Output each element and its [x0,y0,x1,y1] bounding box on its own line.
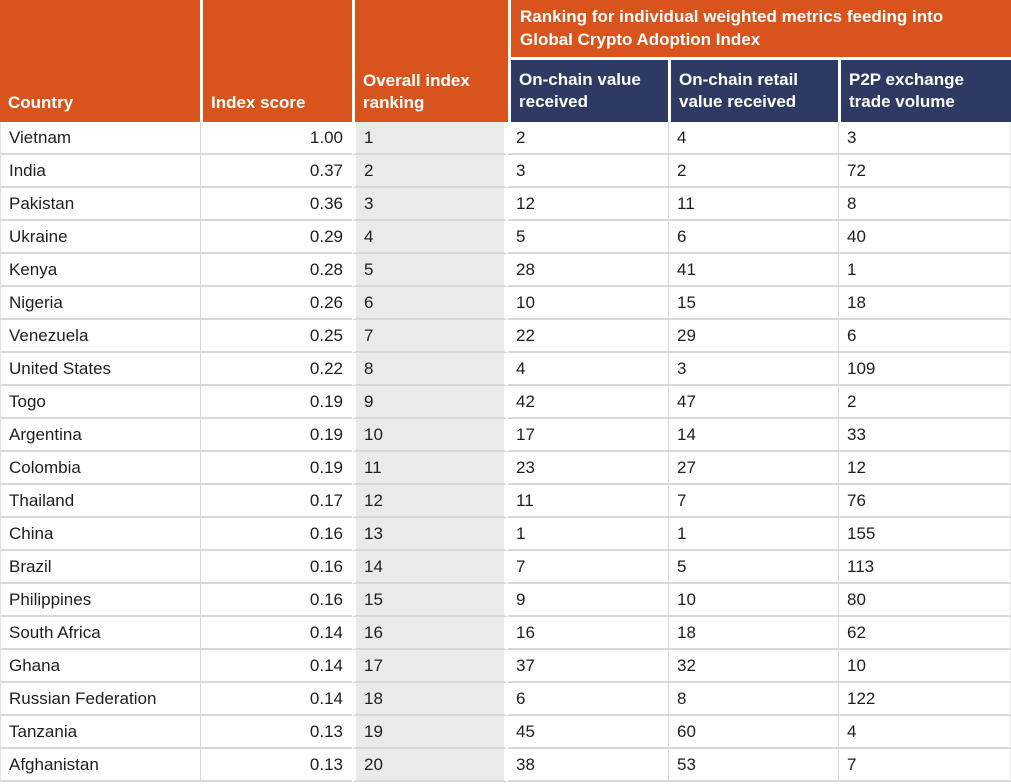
cell-overall-ranking: 7 [352,320,508,353]
cell-index-score: 0.16 [200,584,352,617]
table-row [0,584,1011,617]
cell-index-score: 0.14 [200,650,352,683]
cell-index-score: 0.36 [200,188,352,221]
cell-onchain-retail-value-received: 32 [668,650,838,683]
cell-country: Venezuela [0,320,200,353]
cell-index-score: 0.13 [200,749,352,782]
cell-overall-ranking: 15 [352,584,508,617]
cell-onchain-retail-value-received: 29 [668,320,838,353]
cell-onchain-value-received: 37 [508,650,668,683]
cell-index-score: 0.17 [200,485,352,518]
table-row [0,254,1011,287]
cell-country: Colombia [0,452,200,485]
cell-country: Argentina [0,419,200,452]
cell-p2p-exchange-trade-volume: 7 [838,749,1011,782]
table-row [0,650,1011,683]
table-row [0,749,1011,782]
cell-overall-ranking: 6 [352,287,508,320]
cell-onchain-retail-value-received: 15 [668,287,838,320]
cell-country: Togo [0,386,200,419]
cell-p2p-exchange-trade-volume: 33 [838,419,1011,452]
cell-onchain-retail-value-received: 6 [668,221,838,254]
metrics-group-header-label: Ranking for individual weighted metrics feeding into Global Crypto Adoption Index [520,7,944,49]
cell-onchain-value-received: 7 [508,551,668,584]
cell-onchain-value-received: 9 [508,584,668,617]
cell-country: Kenya [0,254,200,287]
cell-p2p-exchange-trade-volume: 72 [838,155,1011,188]
table-row [0,155,1011,188]
cell-country: China [0,518,200,551]
table-row [0,419,1011,452]
cell-overall-ranking: 3 [352,188,508,221]
col-header-onchain-value-received: On-chain value received [508,60,668,122]
cell-onchain-retail-value-received: 53 [668,749,838,782]
cell-overall-ranking: 20 [352,749,508,782]
table-row [0,617,1011,650]
cell-onchain-value-received: 1 [508,518,668,551]
table-header [0,0,1011,122]
cell-country: Russian Federation [0,683,200,716]
cell-country: Brazil [0,551,200,584]
cell-overall-ranking: 19 [352,716,508,749]
cell-overall-ranking: 10 [352,419,508,452]
cell-index-score: 1.00 [200,122,352,155]
cell-p2p-exchange-trade-volume: 122 [838,683,1011,716]
table-row [0,452,1011,485]
cell-index-score: 0.25 [200,320,352,353]
cell-overall-ranking: 2 [352,155,508,188]
cell-p2p-exchange-trade-volume: 10 [838,650,1011,683]
cell-country: Nigeria [0,287,200,320]
cell-p2p-exchange-trade-volume: 155 [838,518,1011,551]
cell-index-score: 0.19 [200,386,352,419]
cell-onchain-value-received: 3 [508,155,668,188]
cell-overall-ranking: 8 [352,353,508,386]
cell-onchain-retail-value-received: 1 [668,518,838,551]
cell-onchain-value-received: 16 [508,617,668,650]
cell-overall-ranking: 17 [352,650,508,683]
cell-onchain-value-received: 22 [508,320,668,353]
table-row [0,287,1011,320]
cell-p2p-exchange-trade-volume: 4 [838,716,1011,749]
cell-overall-ranking: 5 [352,254,508,287]
cell-p2p-exchange-trade-volume: 2 [838,386,1011,419]
cell-p2p-exchange-trade-volume: 40 [838,221,1011,254]
cell-index-score: 0.26 [200,287,352,320]
col-header-p2p-exchange-trade-volume: P2P exchange trade volume [838,60,1011,122]
cell-onchain-retail-value-received: 8 [668,683,838,716]
cell-overall-ranking: 9 [352,386,508,419]
table-row [0,320,1011,353]
cell-onchain-value-received: 42 [508,386,668,419]
cell-onchain-value-received: 28 [508,254,668,287]
cell-onchain-retail-value-received: 47 [668,386,838,419]
cell-p2p-exchange-trade-volume: 1 [838,254,1011,287]
cell-index-score: 0.16 [200,551,352,584]
cell-p2p-exchange-trade-volume: 76 [838,485,1011,518]
cell-onchain-retail-value-received: 18 [668,617,838,650]
cell-country: Pakistan [0,188,200,221]
cell-p2p-exchange-trade-volume: 113 [838,551,1011,584]
cell-onchain-retail-value-received: 5 [668,551,838,584]
col-header-overall-index-ranking: Overall index ranking [352,0,508,122]
cell-onchain-value-received: 2 [508,122,668,155]
cell-country: Afghanistan [0,749,200,782]
col-header-onchain-retail-value-received: On-chain retail value received [668,60,838,122]
cell-country: Ghana [0,650,200,683]
cell-p2p-exchange-trade-volume: 109 [838,353,1011,386]
cell-country: India [0,155,200,188]
cell-p2p-exchange-trade-volume: 62 [838,617,1011,650]
cell-overall-ranking: 11 [352,452,508,485]
cell-onchain-value-received: 17 [508,419,668,452]
cell-onchain-value-received: 5 [508,221,668,254]
cell-onchain-retail-value-received: 10 [668,584,838,617]
cell-onchain-retail-value-received: 7 [668,485,838,518]
cell-index-score: 0.14 [200,683,352,716]
cell-index-score: 0.37 [200,155,352,188]
cell-p2p-exchange-trade-volume: 6 [838,320,1011,353]
cell-country: South Africa [0,617,200,650]
table-row [0,386,1011,419]
cell-onchain-retail-value-received: 60 [668,716,838,749]
table-body [0,122,1011,782]
cell-overall-ranking: 13 [352,518,508,551]
cell-onchain-retail-value-received: 27 [668,452,838,485]
col-header-country: Country [0,0,200,122]
table-row [0,122,1011,155]
cell-onchain-value-received: 4 [508,353,668,386]
cell-index-score: 0.29 [200,221,352,254]
cell-index-score: 0.19 [200,419,352,452]
table-row [0,716,1011,749]
cell-p2p-exchange-trade-volume: 12 [838,452,1011,485]
cell-index-score: 0.16 [200,518,352,551]
cell-onchain-value-received: 23 [508,452,668,485]
cell-onchain-retail-value-received: 4 [668,122,838,155]
metrics-group-header [508,0,1011,60]
table-row [0,683,1011,716]
cell-overall-ranking: 1 [352,122,508,155]
cell-country: Ukraine [0,221,200,254]
cell-onchain-retail-value-received: 11 [668,188,838,221]
cell-country: Tanzania [0,716,200,749]
cell-p2p-exchange-trade-volume: 80 [838,584,1011,617]
cell-overall-ranking: 14 [352,551,508,584]
cell-onchain-retail-value-received: 3 [668,353,838,386]
cell-country: Vietnam [0,122,200,155]
cell-index-score: 0.28 [200,254,352,287]
table-row [0,518,1011,551]
cell-p2p-exchange-trade-volume: 3 [838,122,1011,155]
cell-country: United States [0,353,200,386]
cell-index-score: 0.14 [200,617,352,650]
cell-onchain-value-received: 45 [508,716,668,749]
table-row [0,188,1011,221]
cell-onchain-value-received: 12 [508,188,668,221]
cell-country: Philippines [0,584,200,617]
cell-overall-ranking: 4 [352,221,508,254]
cell-p2p-exchange-trade-volume: 18 [838,287,1011,320]
cell-overall-ranking: 12 [352,485,508,518]
table-row [0,551,1011,584]
cell-onchain-retail-value-received: 41 [668,254,838,287]
cell-onchain-value-received: 11 [508,485,668,518]
cell-index-score: 0.19 [200,452,352,485]
cell-country: Thailand [0,485,200,518]
table-row [0,485,1011,518]
cell-onchain-retail-value-received: 14 [668,419,838,452]
cell-index-score: 0.22 [200,353,352,386]
col-header-index-score: Index score [200,0,352,122]
cell-onchain-value-received: 38 [508,749,668,782]
cell-onchain-value-received: 10 [508,287,668,320]
cell-onchain-retail-value-received: 2 [668,155,838,188]
cell-overall-ranking: 16 [352,617,508,650]
table-row [0,221,1011,254]
cell-overall-ranking: 18 [352,683,508,716]
cell-index-score: 0.13 [200,716,352,749]
table-row [0,353,1011,386]
cell-p2p-exchange-trade-volume: 8 [838,188,1011,221]
cell-onchain-value-received: 6 [508,683,668,716]
